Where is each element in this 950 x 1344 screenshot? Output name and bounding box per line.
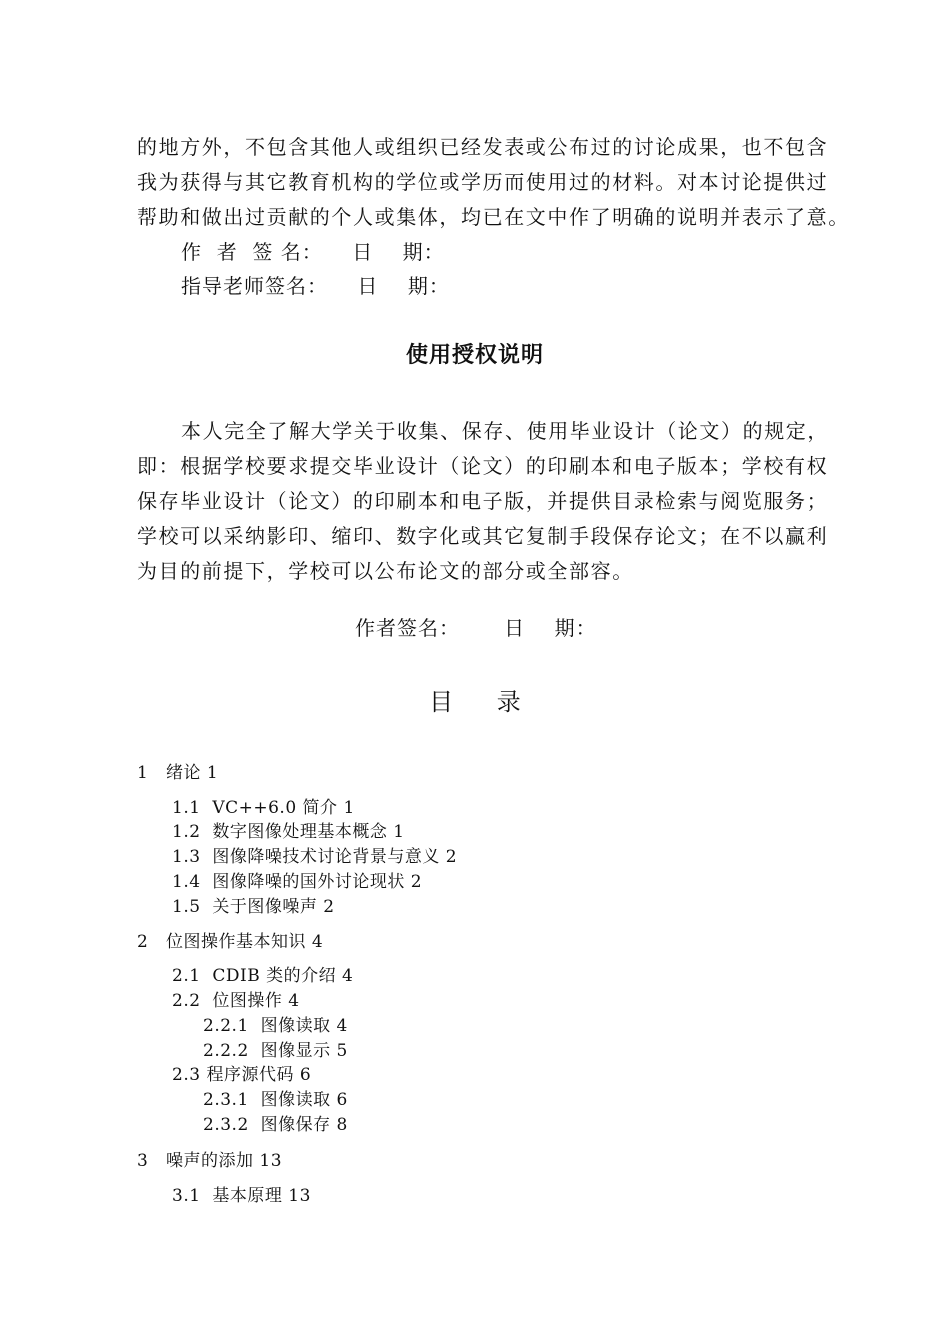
authorization-signature-line: 作者签名： 日 期： xyxy=(355,616,597,640)
authorization-line: 保存毕业设计（论文）的印刷本和电子版，并提供目录检索与阅览服务； xyxy=(137,489,829,513)
toc-item-2-1[interactable]: 2.1 CDIB 类的介绍 4 xyxy=(172,966,354,986)
toc-item-1-3[interactable]: 1.3 图像降噪技术讨论背景与意义 2 xyxy=(172,847,458,867)
toc-item-1-4[interactable]: 1.4 图像降噪的国外讨论现状 2 xyxy=(172,872,423,892)
toc-item-chapter-3[interactable]: 3 噪声的添加 13 xyxy=(137,1151,283,1171)
toc-item-2-2-2[interactable]: 2.2.2 图像显示 5 xyxy=(203,1041,348,1061)
toc-item-1-5[interactable]: 1.5 关于图像噪声 2 xyxy=(172,897,335,917)
authorization-line: 学校可以采纳影印、缩印、数字化或其它复制手段保存论文；在不以赢利 xyxy=(137,524,829,548)
toc-item-2-2-1[interactable]: 2.2.1 图像读取 4 xyxy=(203,1016,348,1036)
declaration-line: 帮助和做出过贡献的个人或集体，均已在文中作了明确的说明并表示了意。 xyxy=(137,205,850,229)
toc-item-1-1[interactable]: 1.1 VC++6.0 简介 1 xyxy=(172,798,355,818)
toc-item-3-1[interactable]: 3.1 基本原理 13 xyxy=(172,1186,311,1206)
author-signature-line: 作 者 签 名： 日 期： xyxy=(181,240,445,264)
toc-item-2-2[interactable]: 2.2 位图操作 4 xyxy=(172,991,300,1011)
toc-item-chapter-1[interactable]: 1 绪论 1 xyxy=(137,763,219,783)
toc-item-1-2[interactable]: 1.2 数字图像处理基本概念 1 xyxy=(172,822,405,842)
authorization-title: 使用授权说明 xyxy=(405,343,544,368)
authorization-line: 即：根据学校要求提交毕业设计（论文）的印刷本和电子版本；学校有权 xyxy=(137,454,829,478)
advisor-signature-line: 指导老师签名： 日 期： xyxy=(181,274,450,298)
toc-item-2-3[interactable]: 2.3 程序源代码 6 xyxy=(172,1065,312,1085)
declaration-line: 我为获得与其它教育机构的学位或学历而使用过的材料。对本讨论提供过 xyxy=(137,170,829,194)
authorization-line: 本人完全了解大学关于收集、保存、使用毕业设计（论文）的规定， xyxy=(181,419,829,443)
declaration-line: 的地方外，不包含其他人或组织已经发表或公布过的讨论成果，也不包含 xyxy=(137,135,829,159)
toc-item-2-3-2[interactable]: 2.3.2 图像保存 8 xyxy=(203,1115,348,1135)
toc-item-2-3-1[interactable]: 2.3.1 图像读取 6 xyxy=(203,1090,348,1110)
toc-item-chapter-2[interactable]: 2 位图操作基本知识 4 xyxy=(137,932,324,952)
toc-title: 目 录 xyxy=(429,688,539,716)
authorization-line: 为目的前提下，学校可以公布论文的部分或全部容。 xyxy=(137,559,634,583)
